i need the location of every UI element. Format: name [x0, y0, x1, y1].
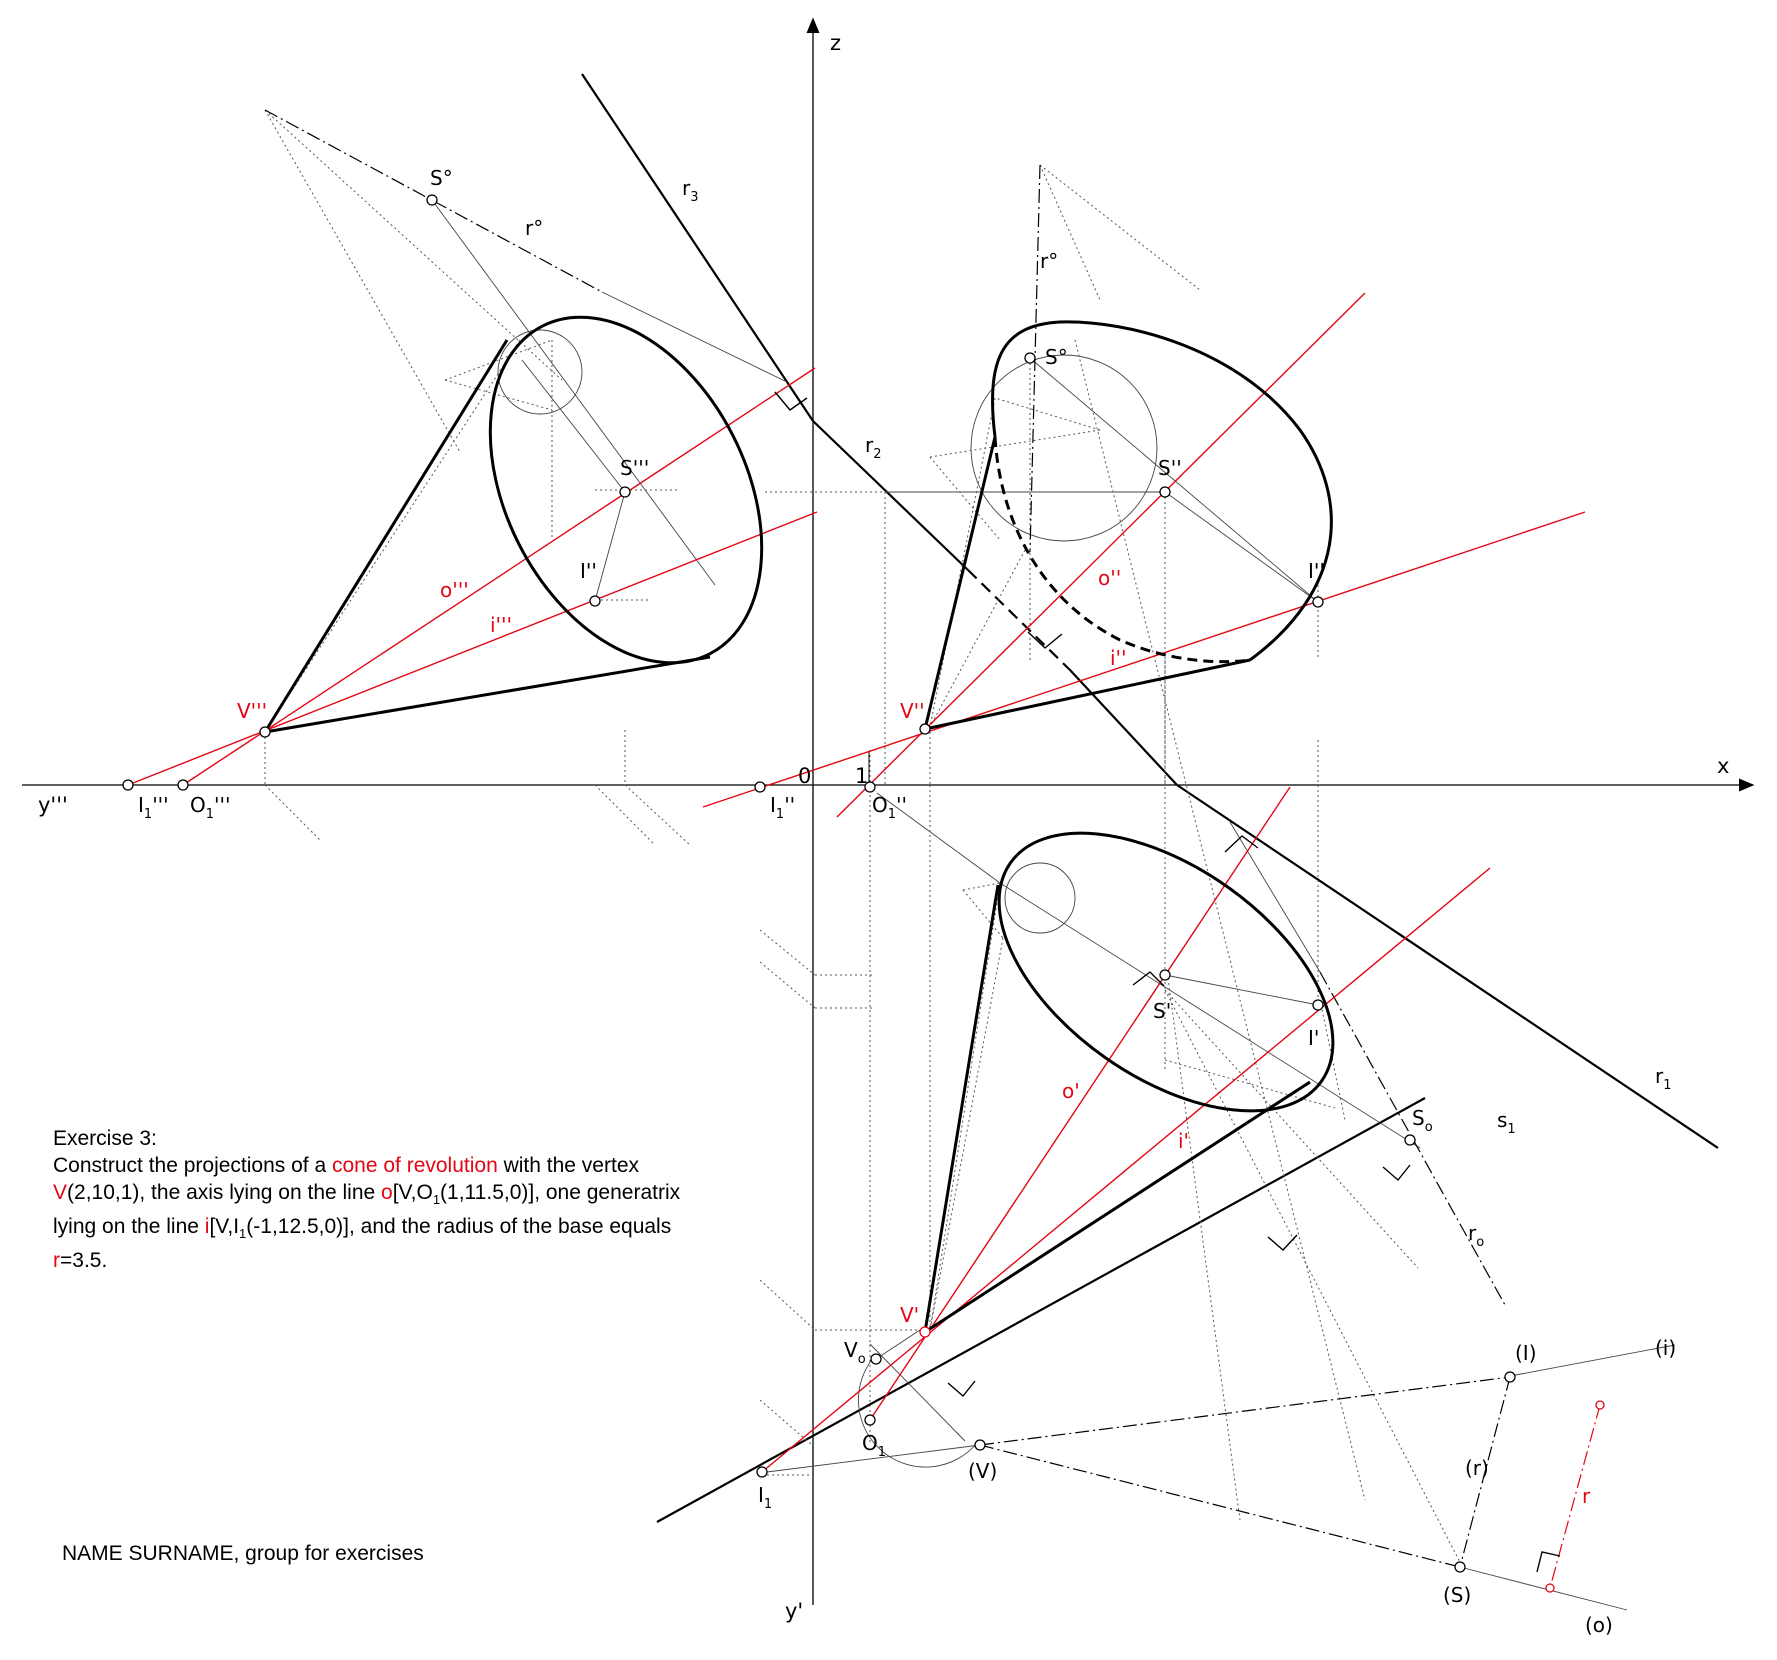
label-S-front: S'' [1158, 456, 1182, 480]
points [123, 195, 1604, 1592]
point-S-rev [1455, 1562, 1465, 1572]
point-I-side [590, 596, 600, 606]
exercise-line-4: r=3.5. [53, 1249, 108, 1273]
exercise-line-1: Construct the projections of a cone of revolution with the vertex [53, 1154, 639, 1177]
plane-r3-trace [582, 74, 813, 421]
point-O1-top [865, 1415, 875, 1425]
o-side [183, 368, 815, 785]
label-r-paren: (r) [1465, 1456, 1489, 1480]
point-V-top [920, 1327, 930, 1337]
plane-s1-label: $s_1$ [1497, 1108, 1516, 1137]
label-o-rev: (o) [1585, 1613, 1613, 1637]
label-V-front: V'' [900, 699, 925, 723]
point-S-deg-front [1025, 353, 1035, 363]
label-V-top: V' [900, 1303, 920, 1327]
cone-front-generatrix-lower [925, 660, 1250, 729]
point-I1-front [755, 782, 765, 792]
label-i-front: i'' [1110, 646, 1127, 670]
i-side [128, 512, 817, 785]
point-I-top [1313, 1000, 1323, 1010]
axis-y-top-label: y' [785, 1599, 804, 1623]
label-S-deg-front: S° [1045, 345, 1068, 369]
point-O1-side [178, 780, 188, 790]
i-top [762, 868, 1490, 1472]
point-V-o [871, 1354, 881, 1364]
label-r: r [1582, 1484, 1591, 1508]
point-I-front [1313, 597, 1323, 607]
label-S-top: S' [1153, 999, 1172, 1023]
label-V-side: V''' [237, 699, 268, 723]
label-o-front: o'' [1098, 566, 1122, 590]
label-O1-front: $O_1''$ [872, 793, 908, 822]
point-r-end-top [1596, 1401, 1604, 1409]
point-S-front [1160, 487, 1170, 497]
plane-r2-label: $r_2$ [865, 433, 882, 462]
point-V-rev [975, 1440, 985, 1450]
construction-lines [432, 200, 1675, 1610]
plane-r1-label: $r_1$ [1655, 1064, 1672, 1093]
label-S-side: S''' [620, 456, 650, 480]
plane-r1-trace [1177, 785, 1718, 1148]
point-V-front [920, 724, 930, 734]
label-I1-side: $I_1'''$ [138, 793, 169, 822]
label-o-side: o''' [440, 578, 469, 602]
axis-x-label: x [1717, 754, 1730, 778]
red-lines [128, 293, 1585, 1472]
label-V-rev: (V) [968, 1459, 998, 1483]
label-i-top: i' [1178, 1129, 1190, 1153]
axis-z-label: z [830, 31, 842, 55]
cone-top-generatrix-lower [925, 1082, 1310, 1332]
exercise-title: Exercise 3: [53, 1127, 157, 1150]
label-V-o: $V_o$ [844, 1338, 866, 1367]
label-I-front: I'' [1308, 559, 1325, 583]
exercise-line-3: lying on the line $i[V,I_1(-1,12.5,0)]$, and the radius of the base equals [53, 1215, 672, 1242]
point-S-side [620, 487, 630, 497]
author-line: NAME SURNAME, group for exercises [62, 1542, 424, 1565]
plane-r3-label: $r_3$ [682, 176, 699, 205]
exercise-line-2: V(2,10,1), the axis lying on the line $o[V,O_1(1,11.5,0)]$, one generatrix [53, 1181, 681, 1208]
cone-side-generatrix-upper [265, 340, 507, 732]
label-r-o: $r_o$ [1468, 1221, 1485, 1250]
label-I-side: I'' [580, 559, 597, 583]
label-O1-top: $O_1$ [862, 1431, 887, 1460]
label-r-deg-side: r° [525, 216, 544, 240]
plane-r2-trace-hidden [968, 570, 1070, 670]
label-I-rev: (I) [1515, 1341, 1537, 1365]
i-front [703, 512, 1585, 807]
label-o-top: o' [1062, 1079, 1080, 1103]
point-S-deg-side [427, 195, 437, 205]
label-S-o: $S_o$ [1412, 1106, 1433, 1135]
dash-dot-lines [265, 110, 1600, 1588]
label-S-rev: (S) [1443, 1583, 1472, 1607]
point-I1-top [757, 1467, 767, 1477]
cone-front-base-hidden [995, 437, 1250, 662]
point-V-side [260, 727, 270, 737]
label-S-deg-side: S° [430, 166, 453, 190]
label-i-rev: (i) [1655, 1336, 1677, 1360]
o-front [837, 293, 1365, 817]
label-I1-top: $I_1$ [758, 1483, 773, 1512]
cone-side-generatrix-lower [265, 657, 710, 732]
cone-side-view [265, 272, 816, 732]
label-i-side: i''' [490, 613, 513, 637]
trace-lines [582, 74, 1718, 1522]
label-O1-side: $O_1'''$ [190, 793, 231, 822]
cone-front-view [925, 322, 1331, 729]
unit-label: 1 [855, 764, 869, 788]
exercise-text [53, 1125, 753, 1274]
origin-label: 0 [798, 764, 812, 788]
cone-front-generatrix-upper [925, 437, 995, 729]
point-S-top [1160, 970, 1170, 980]
point-r-end-bottom [1546, 1584, 1554, 1592]
axis-y-side-label: y''' [38, 793, 68, 817]
label-r-deg-front: r° [1040, 249, 1059, 273]
point-I1-side [123, 780, 133, 790]
radius-r-segment [1550, 1405, 1600, 1588]
point-S-o [1405, 1135, 1415, 1145]
label-I-top: I' [1308, 1026, 1320, 1050]
label-I1-front: $I_1''$ [770, 793, 796, 822]
plane-r2-trace-upper [813, 421, 968, 570]
point-I-rev [1505, 1372, 1515, 1382]
right-angle-marks [775, 392, 1560, 1572]
cone-top-generatrix-upper [925, 885, 998, 1332]
